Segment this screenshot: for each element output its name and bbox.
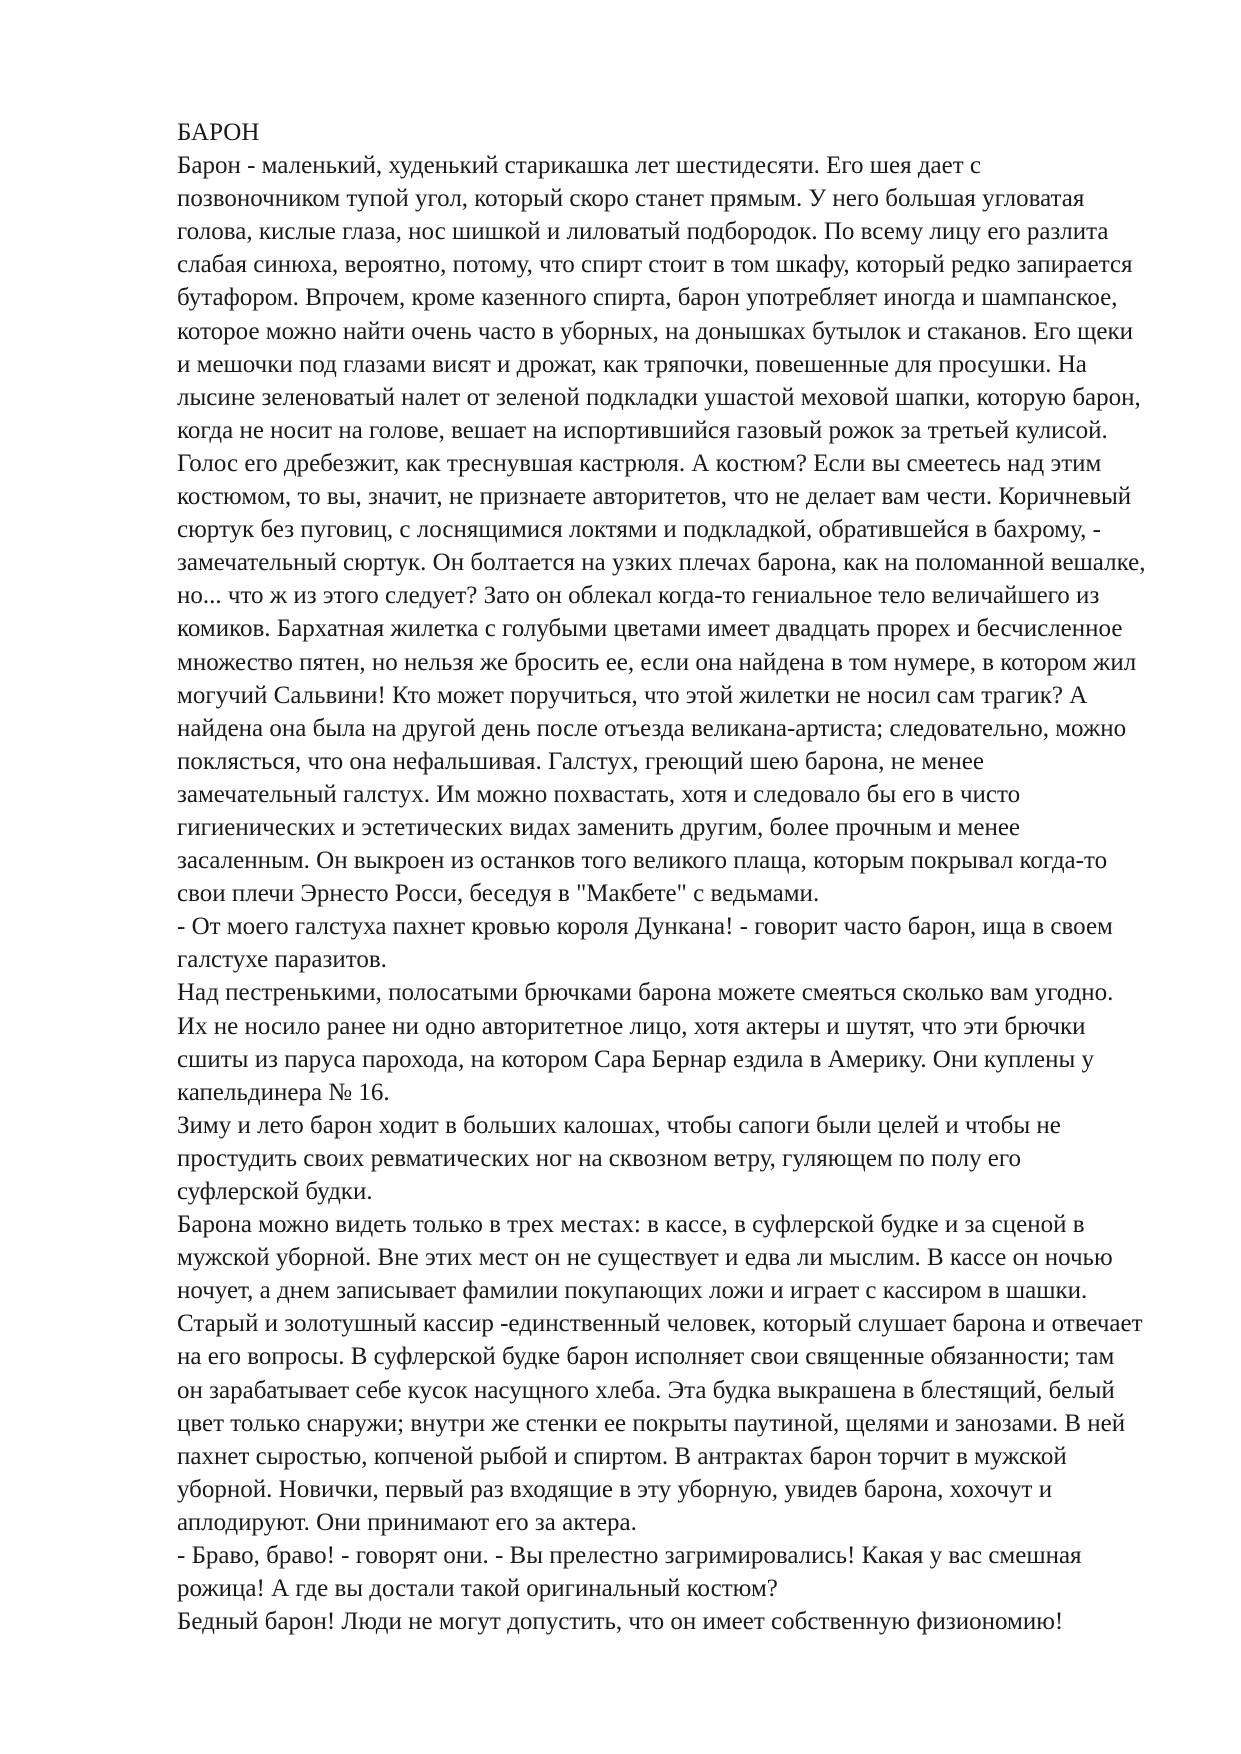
text-line: Голос его дребезжит, как треснувшая кастрюля. А костюм? Если вы смеетесь над этим	[177, 449, 1102, 477]
text-line: засаленным. Он выкроен из останков того великого плаща, которым покрывал когда-то	[177, 847, 1108, 875]
text-line: бутафором. Впрочем, кроме казенного спирта, барон употребляет иногда и шампанское,	[177, 284, 1118, 312]
text-line: комиков. Бархатная жилетка с голубыми цветами имеет двадцать прорех и бесчисленное	[177, 615, 1123, 643]
text-line: слабая синюха, вероятно, потому, что спирт стоит в том шкафу, который редко запирается	[177, 251, 1133, 279]
text-line: - От моего галстуха пахнет кровью короля Дункана! - говорит часто барон, ища в своем	[177, 913, 1113, 941]
text-line: простудить своих ревматических ног на сквозном ветру, гуляющем по полу его	[177, 1144, 1022, 1172]
text-line: поклясться, что она нефальшивая. Галстух, греющий шею барона, не менее	[177, 747, 984, 775]
text-line: и мешочки под глазами висят и дрожат, как тряпочки, повешенные для просушки. На	[177, 350, 1087, 378]
text-line: лысине зеленоватый налет от зеленой подкладки ушастой меховой шапки, которую барон,	[177, 383, 1141, 411]
text-line: Барон - маленький, худенький старикашка лет шестидесяти. Его шея дает с	[177, 152, 982, 180]
text-line: Над пестренькими, полосатыми брючками барона можете смеяться сколько вам угодно.	[177, 979, 1114, 1007]
text-line: галстухе паразитов.	[177, 946, 387, 974]
text-line: он зарабатывает себе кусок насущного хлеба. Эта будка выкрашена в блестящий, белый	[177, 1376, 1115, 1404]
text-line: пахнет сыростью, копченой рыбой и спиртом. В антрактах барон торчит в мужской	[177, 1442, 1067, 1470]
text-line: множество пятен, но нельзя же бросить ее, если она найдена в том нумере, в котором жил	[177, 648, 1137, 676]
text-line: свои плечи Эрнесто Росси, беседуя в "Макбете" с ведьмами.	[177, 880, 820, 908]
text-line: найдена она была на другой день после отъезда великана-артиста; следовательно, можно	[177, 714, 1127, 742]
text-line: сшиты из паруса парохода, на котором Сара Бернар ездила в Америку. Они куплены у	[177, 1045, 1095, 1073]
text-line: гигиенических и эстетических видах заменить другим, более прочным и менее	[177, 813, 1021, 841]
text-line: но... что ж из этого следует? Зато он облекал когда-то гениальное тело величайшего из	[177, 582, 1100, 610]
text-line: рожица! А где вы достали такой оригинальный костюм?	[177, 1575, 778, 1603]
document-text	[177, 116, 1187, 1638]
text-line: Бедный барон! Люди не могут допустить, что он имеет собственную физиономию!	[177, 1608, 1064, 1636]
text-line: - Браво, браво! - говорят они. - Вы прелестно загримировались! Какая у вас смешная	[177, 1542, 1082, 1570]
text-line: могучий Сальвини! Кто может поручиться, что этой жилетки не носил сам трагик? А	[177, 681, 1088, 709]
document-title: БАРОН	[177, 119, 260, 146]
text-line: Их не носило ранее ни одно авторитетное лицо, хотя актеры и шутят, что эти брючки	[177, 1012, 1086, 1040]
text-line: капельдинера № 16.	[177, 1078, 390, 1106]
text-line: Барона можно видеть только в трех местах: в кассе, в суфлерской будке и за сценой в	[177, 1211, 1085, 1239]
text-line: аплодируют. Они принимают его за актера.	[177, 1508, 637, 1536]
text-line: мужской уборной. Вне этих мест он не существует и едва ли мыслим. В кассе он ночью	[177, 1244, 1113, 1272]
text-line: которое можно найти очень часто в уборных, на донышках бутылок и стаканов. Его щеки	[177, 317, 1134, 345]
text-line: когда не носит на голове, вешает на испортившийся газовый рожок за третьей кулисой.	[177, 416, 1108, 444]
text-line: замечательный галстух. Им можно похвастать, хотя и следовало бы его в чисто	[177, 780, 1021, 808]
text-line: сюртук без пуговиц, с лоснящимися локтями и подкладкой, обратившейся в бахрому, -	[177, 516, 1101, 544]
text-line: позвоночником тупой угол, который скоро станет прямым. У него большая угловатая	[177, 185, 1085, 213]
text-line: костюмом, то вы, значит, не признаете авторитетов, что не делает вам чести. Коричневый	[177, 483, 1132, 511]
text-line: Старый и золотушный кассир -единственный человек, который слушает барона и отвечает	[177, 1310, 1143, 1338]
text-line: замечательный сюртук. Он болтается на узких плечах барона, как на поломанной вешалке,	[177, 549, 1146, 577]
text-line: на его вопросы. В суфлерской будке барон исполняет свои священные обязанности; там	[177, 1343, 1115, 1371]
text-line: Зиму и лето барон ходит в больших калошах, чтобы сапоги были целей и чтобы не	[177, 1111, 1061, 1139]
text-line: голова, кислые глаза, нос шишкой и лиловатый подбородок. По всему лицу его разлита	[177, 218, 1109, 246]
text-line: суфлерской будки.	[177, 1178, 373, 1205]
text-line: уборной. Новички, первый раз входящие в эту уборную, увидев барона, хохочут и	[177, 1475, 1053, 1503]
text-line: цвет только снаружи; внутри же стенки ее покрыты паутиной, щелями и занозами. В ней	[177, 1409, 1126, 1437]
text-line: ночует, а днем записывает фамилии покупающих ложи и играет с кассиром в шашки.	[177, 1277, 1088, 1305]
